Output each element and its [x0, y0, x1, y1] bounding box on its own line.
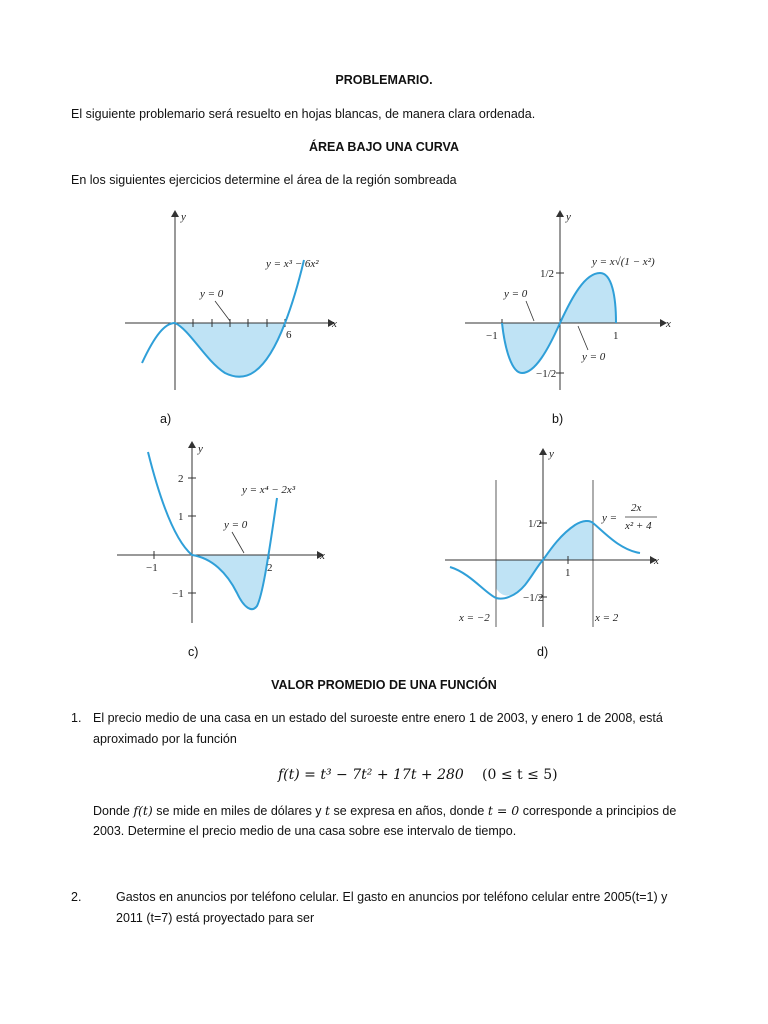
graph-b: [460, 205, 680, 395]
x-axis-label-b: x: [666, 318, 671, 330]
zero-label-c: y = 0: [224, 519, 248, 531]
equation-a: y = x³ − 6x²: [266, 258, 319, 270]
y-tick-half-d: 1/2: [528, 518, 543, 530]
problem-1-formula: f(t) = t³ − 7t² + 17t + 280: [278, 767, 464, 783]
x-axis-label-a: x: [332, 318, 337, 330]
problem-1-domain: (0 ≤ t ≤ 5): [482, 767, 558, 783]
graph-a: [120, 205, 340, 395]
x-tick-2-c: 2: [267, 562, 273, 574]
bound-left-d: x = −2: [459, 612, 490, 624]
problem-2-line2: 2011 (t=7) está proyectado para ser: [116, 911, 315, 925]
caption-d: d): [537, 645, 549, 659]
shaded-region-b-pos: [560, 273, 616, 323]
y-axis-label-a: y: [181, 211, 186, 223]
y-tick-half-b: 1/2: [540, 268, 555, 280]
shaded-region-d-pos: [543, 521, 593, 560]
problem-1-line2: aproximado por la función: [93, 732, 237, 746]
x-tick-neg1-c: −1: [146, 562, 158, 574]
equation-d-den: x² + 4: [625, 520, 652, 532]
x-tick-1-b: 1: [613, 330, 619, 342]
x-tick-6: 6: [286, 329, 292, 341]
caption-a: a): [160, 412, 172, 426]
graph-c: [112, 438, 332, 628]
y-axis-label-b: y: [566, 211, 571, 223]
caption-c: c): [188, 645, 199, 659]
problem-2-line1: Gastos en anuncios por teléfono celular. El gasto en anuncios por teléfono celular entre 2005(t=1) y: [116, 890, 668, 904]
x-tick-1-d: 1: [565, 567, 571, 579]
intro-text: El siguiente problemario será resuelto en hojas blancas, de manera clara ordenada.: [71, 107, 536, 121]
problem-1-explanation-line1: Donde f(t) se mide en miles de dólares y t se expresa en años, donde t = 0 corresponde a principios de: [93, 803, 677, 818]
section-title-average: VALOR PROMEDIO DE UNA FUNCIÓN: [271, 678, 497, 692]
page-title: PROBLEMARIO.: [335, 73, 433, 87]
equation-c: y = x⁴ − 2x³: [242, 484, 296, 496]
section-title-area: ÁREA BAJO UNA CURVA: [308, 140, 459, 154]
problem-1-line1: El precio medio de una casa en un estado del suroeste entre enero 1 de 2003, y enero 1 de 2008, está: [93, 711, 663, 725]
equation-d-num: 2x: [631, 502, 642, 514]
graph-d: [445, 445, 665, 635]
equation-b: y = x√(1 − x²): [592, 256, 655, 268]
bound-right-d: x = 2: [595, 612, 619, 624]
zero-label-b-top: y = 0: [504, 288, 528, 300]
shaded-region-a: [175, 323, 285, 377]
problem-1-explanation-line2: 2003. Determine el precio medio de una casa sobre ese intervalo de tiempo.: [93, 824, 517, 838]
y-tick-neghalf-d: −1/2: [523, 592, 544, 604]
y-tick-neg1-c: −1: [172, 588, 184, 600]
problem-1-number: 1.: [71, 711, 82, 725]
y-tick-neghalf-b: −1/2: [536, 368, 557, 380]
zero-label-a: y = 0: [200, 288, 224, 300]
y-axis-label-c: y: [198, 443, 203, 455]
caption-b: b): [552, 412, 564, 426]
y-tick-1-c: 1: [178, 511, 184, 523]
equation-d-lhs: y =: [602, 512, 618, 524]
x-axis-label-c: x: [320, 550, 325, 562]
x-tick-neg1-b: −1: [486, 330, 498, 342]
instruction-text: En los siguientes ejercicios determine el área de la región sombreada: [71, 173, 457, 187]
y-tick-2-c: 2: [178, 473, 184, 485]
zero-label-b-bottom: y = 0: [582, 351, 606, 363]
y-axis-label-d: y: [549, 448, 554, 460]
shaded-region-b-neg: [502, 323, 560, 373]
x-axis-label-d: x: [654, 555, 659, 567]
problem-2-number: 2.: [71, 890, 82, 904]
